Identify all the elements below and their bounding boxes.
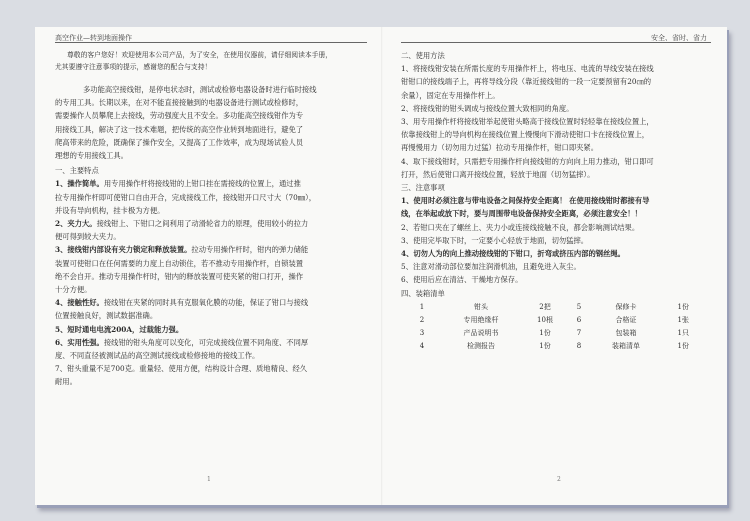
feature-text: 耐用。 [55,377,77,387]
feature-text: 位置接触良好，测试数据准确。 [55,311,158,321]
table-cell: 产品说明书 [463,329,499,338]
table-cell: 1份 [539,329,551,338]
feature-text: 绝不会自开。推动专用操作杆时，钳内的释放装置可使夹紧的钳口打开，操作 [55,271,304,281]
table-cell: 2 [419,316,425,325]
feature-item [55,362,367,388]
table-cell: 8 [576,342,582,351]
left-page [55,49,367,389]
usage-text: 依靠接线钳上的导向机构在接线位置上慢慢向下滑动使钳口卡在接线位置上， [401,130,650,140]
table-cell: 2把 [539,302,551,311]
table-cell: 1份 [677,302,689,311]
feature-item [55,243,367,296]
caution-text: 4、切勿人为的向上推动接线钳的下钳口，折弯或挤压内部的钢丝绳。 [401,249,625,259]
feature-head: 7、 [55,364,67,374]
table-cell: 6 [576,316,582,325]
table-row [407,327,689,340]
page-number: 2 [557,476,561,483]
header-right: 安全、省时、省力 [651,34,707,42]
usage-text: 打开，然后使钳口离开接线位置，轻放于地面（切勿猛摔）。 [401,169,595,179]
usage-item [401,115,711,155]
usage-text: 2、将接线钳的钳头调成与接线位置大致相同的角度。 [401,103,574,113]
table-cell: 3 [419,329,425,338]
table-cell: 10根 [537,316,553,325]
table-cell: 钳头 [474,302,488,311]
description-line: 多功能高空接线钳，是停电状态时，测试或检修电器设备时进行临时接线 [83,85,317,94]
feature-head: 4、接触性好。 [55,298,104,308]
feature-text: 并设有导向机构，挂卡极为方便。 [55,205,165,215]
feature-text: 接线钳在夹紧的同时具有克服氧化膜的功能，保证了钳口与接线 [103,298,309,308]
table-cell: 7 [576,329,582,338]
table-cell: 包装箱 [615,329,637,338]
caution-text: 5、注意对滑动部位要加注润滑机油，且避免进入灰尘。 [401,262,581,272]
table-cell: 1份 [677,342,689,351]
feature-item [55,217,367,243]
usage-item [401,102,711,115]
table-cell: 4 [419,342,425,351]
right-page [401,49,711,354]
feature-head: 3、接线钳内部设有夹力锁定和释放装置。 [55,245,192,255]
usage-item [401,155,711,181]
feature-text: 装置可使钳口在任何需要的力度上自动锁住，若不推动专用操作杆，自锁装置 [55,258,304,268]
table-cell: 专用绝缘杆 [463,316,499,325]
table-row [407,314,689,327]
feature-text: 用专用操作杆将接线钳的上钳口挂在需接线的位置上，通过推 [103,179,301,189]
section-title: 四、装箱清单 [401,288,445,298]
caution-text: 1、使用时必须注意与带电设备之间保持安全距离！ 在使用接线钳时都接有导 [401,196,650,206]
section-title: 一、主要特点 [55,166,99,176]
description-line: 爬高带来的危险，既确保了操作安全，又提高了工作效率，成为现场试验人员 [55,137,304,147]
header-left: 高空作业—转到地面操作 [55,34,132,42]
feature-text: 十分方便。 [55,285,92,295]
caution-text: 3、使用完毕取下时，一定要小心轻放于地面，切勿猛摔。 [401,235,589,245]
feature-text: 度、不同直径被测试品的高空测试接线或检修接地的接线工作。 [55,351,260,361]
description-line: 需要操作人员攀爬上去接线，劳动强度大且不安全。多功能高空接线钳作为专 [55,111,304,121]
packing-list-table [407,301,689,354]
feature-text: 接线钳的钳头角度可以变化，可完成接线位置不同角度、不同厚 [103,337,309,347]
table-row [407,301,689,314]
usage-text: 3、用专用操作杆将接线钳举起使钳头略高于接线位置时轻轻靠在接线位置上， [401,117,654,127]
feature-head: 1、操作简单。 [55,179,104,189]
feature-text: 便可得到较大夹力。 [55,232,121,242]
caution-text: 2、若钳口夹在了螺丝上、夹力小或连接线接触不良，都会影响测试结果。 [401,222,640,232]
feature-head: 2、夹力大。 [55,219,97,229]
table-cell: 1 [419,302,425,311]
intro-line: 尊敬的客户您好！欢迎使用本公司产品，为了安全，在使用仪器前，请仔细阅读本手册， [67,51,333,59]
description-line: 理想的专用接线工具。 [55,151,128,161]
section-title: 二、使用方法 [401,51,445,60]
caution-text: 6、使用后应在清洁、干燥地方保存。 [401,275,523,285]
usage-text: 1、将接线钳安装在所需长度的专用操作杆上，将电压、电流的导线安装在接线 [401,64,654,74]
feature-text: 钳头重量不足700克。重量轻、使用方便，结构设计合理、质地精良、经久 [66,364,308,374]
description [55,83,367,162]
feature-item [55,323,367,336]
table-cell: 装箱清单 [612,342,640,351]
description-line: 用接线工具，解决了这一技术难题，把传统的高空作业转到地面进行，避免了 [55,124,304,134]
usage-text: 4、取下接线钳时，只需把专用操作杆向接线钳的方向向上用力推动，钳口即可 [401,156,654,166]
intro-note [55,49,367,73]
table-cell: 1份 [539,342,551,351]
feature-item [55,336,367,362]
intro-line: 尤其要遵守注意事项的提示，感谢您的配合与支持！ [55,63,212,71]
usage-text: 余量），固定在专用操作杆上。 [401,90,500,100]
feature-text: 拉专用操作杆即可使钳口自由开合，完成接线工作，接线钳开口尺寸大（70㎜）， [55,192,317,202]
table-row [407,340,689,353]
table-cell: 合格证 [615,316,637,325]
description-line: 的专用工具。长期以来，在对不能直接接触到的电器设备进行测试或检修时， [55,98,304,108]
feature-text: 拉动专用操作杆时，钳内的弹力储能 [191,245,309,255]
table-cell: 1只 [677,329,689,338]
usage-text: 钳钳口的接线端子上，再将导线分段（靠近接线钳的一段一定要预留有20㎝的 [401,77,652,87]
page-fold [381,27,383,505]
feature-head: 6、实用性强。 [55,337,104,347]
caution-item [401,194,711,220]
feature-item [55,177,367,217]
manual-sheet [35,27,727,505]
feature-text: 接线钳上、下钳口之间利用了动滑轮省力的原理，使用较小的拉力 [96,219,309,229]
table-cell: 保修卡 [615,302,637,311]
usage-text: 再慢慢用力（切勿用力过猛）拉动专用操作杆，钳口即夹紧。 [401,143,599,153]
table-cell: 5 [576,302,582,311]
header-rule-right [401,42,711,43]
header-rule-left [55,42,367,43]
page-number: 1 [207,476,211,483]
usage-item [401,62,711,102]
feature-head: 5、短时通电电流200A，过载能力强。 [55,324,184,334]
table-cell: 1张 [677,316,689,325]
feature-item [55,296,367,322]
table-cell: 检测报告 [467,342,495,351]
section-title: 三、注意事项 [401,183,445,193]
caution-text: 线，在举起或放下时，要与周围带电设备保持安全距离，必须注意安全！！ [401,209,642,219]
